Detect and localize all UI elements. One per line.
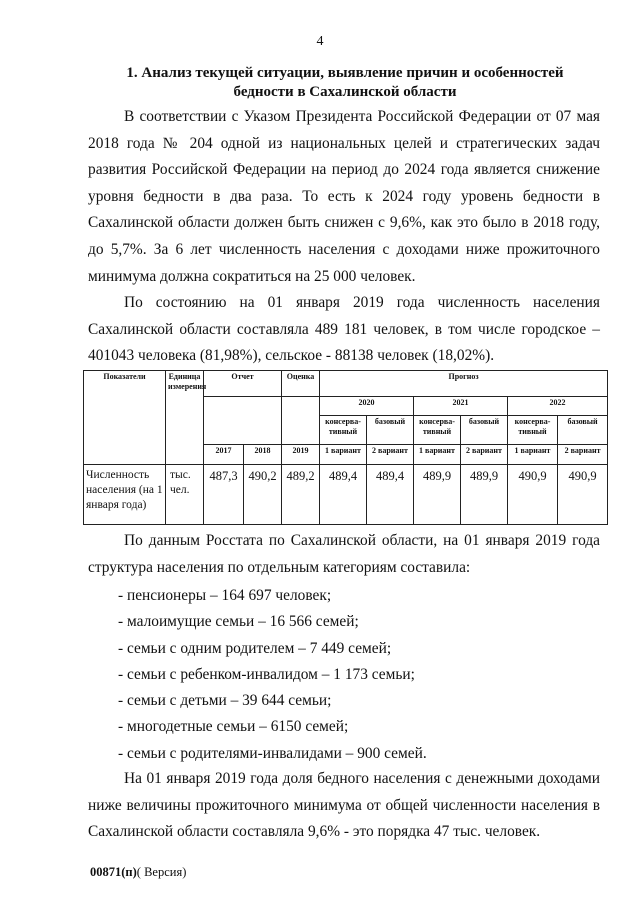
table-row [84, 464, 608, 524]
header-base-2022: базовый [558, 415, 608, 444]
document-footer [90, 865, 186, 880]
list-item: - семьи с одним родителем – 7 449 семей; [118, 639, 392, 657]
list-item: - многодетные семьи – 6150 семей; [118, 718, 349, 736]
document-version: ( Версия) [136, 865, 187, 879]
header-year-2017: 2017 [204, 445, 244, 465]
header-report: Отчет [204, 371, 282, 397]
header-variant-1-2022: 1 вариант [508, 445, 558, 465]
header-unit: Единица измерения [166, 371, 204, 465]
value-2019: 489,2 [282, 464, 320, 524]
document-code: 00871(п) [90, 865, 137, 879]
page-number: 4 [316, 34, 324, 49]
list-item: - семьи с ребенком-инвалидом – 1 173 семьи; [118, 665, 415, 683]
list-item: - пенсионеры – 164 697 человек; [118, 587, 332, 604]
header-year-2021: 2021 [414, 397, 508, 416]
header-variant-2-2022: 2 вариант [558, 445, 608, 465]
header-conservative-2020: консерва-тивный [320, 415, 367, 444]
header-base-2020: базовый [367, 415, 414, 444]
category-list [118, 583, 598, 767]
value-2020-conservative: 489,4 [320, 464, 367, 524]
header-conservative-2021: консерва-тивный [414, 415, 461, 444]
list-item: - малоимущие семьи – 16 566 семей; [118, 613, 359, 631]
section-heading [110, 64, 580, 102]
population-forecast-table [83, 370, 608, 525]
value-2022-base: 490,9 [558, 464, 608, 524]
header-conservative-2022: консерва-тивный [508, 415, 558, 444]
header-variant-1-2020: 1 вариант [320, 445, 367, 465]
section-heading-line-2: бедности в Сахалинской области [233, 84, 457, 100]
value-2021-conservative: 489,9 [414, 464, 461, 524]
header-year-2019: 2019 [282, 445, 320, 465]
paragraph-poverty-share: На 01 января 2019 года доля бедного населения с денежными доходами ниже величины прожиточного минимума от общей численности населения в Сахалинской области составляла 9,6% - это порядка 47 тыс. человек. [88, 770, 600, 841]
list-item: - семьи с детьми – 39 644 семьи; [118, 692, 332, 710]
value-2021-base: 489,9 [461, 464, 508, 524]
list-item: - семьи с родителями-инвалидами – 900 семей. [118, 744, 427, 762]
value-2020-base: 489,4 [367, 464, 414, 524]
header-variant-1-2021: 1 вариант [414, 445, 461, 465]
header-variant-2-2020: 2 вариант [367, 445, 414, 465]
header-year-2020: 2020 [320, 397, 414, 416]
paragraph-rosstat: По данным Росстата по Сахалинской области, на 01 января 2019 года структура населения по отдельным категориям составила: [88, 532, 600, 576]
header-year-2018: 2018 [244, 445, 282, 465]
header-variant-2-2021: 2 вариант [461, 445, 508, 465]
value-2018: 490,2 [244, 464, 282, 524]
value-2022-conservative: 490,9 [508, 464, 558, 524]
row-unit: тыс. чел. [166, 464, 204, 524]
row-label: Численность населения (на 1 января года) [84, 464, 166, 524]
header-indicator: Показатели [84, 371, 166, 465]
header-base-2021: базовый [461, 415, 508, 444]
header-year-2022: 2022 [508, 397, 608, 416]
header-estimate: Оценка [282, 371, 320, 397]
section-heading-line-1: 1. Анализ текущей ситуации, выявление причин и особенностей [126, 65, 564, 81]
paragraph-decree: В соответствии с Указом Президента Российской Федерации от 07 мая 2018 года № 204 одной из национальных целей и стратегических задач развития Российской Федерации на период до 2024 года является снижение уровня бедности в два раза. То есть к 2024 году уровень бедности в Сахалинской области должен быть снижен с 9,6%, как это было в 2018 году, до 5,7%. За 6 лет численность населения с доходами ниже прожиточного минимума должна сократиться на 25 000 человек. [88, 108, 600, 285]
paragraph-population: По состоянию на 01 января 2019 года численность населения Сахалинской области составляла 489 181 человек, в том числе городское – 401043 человека (81,98%), сельское - 88138 человек (18,02%). [88, 294, 600, 365]
value-2017: 487,3 [204, 464, 244, 524]
header-forecast: Прогноз [320, 371, 608, 397]
